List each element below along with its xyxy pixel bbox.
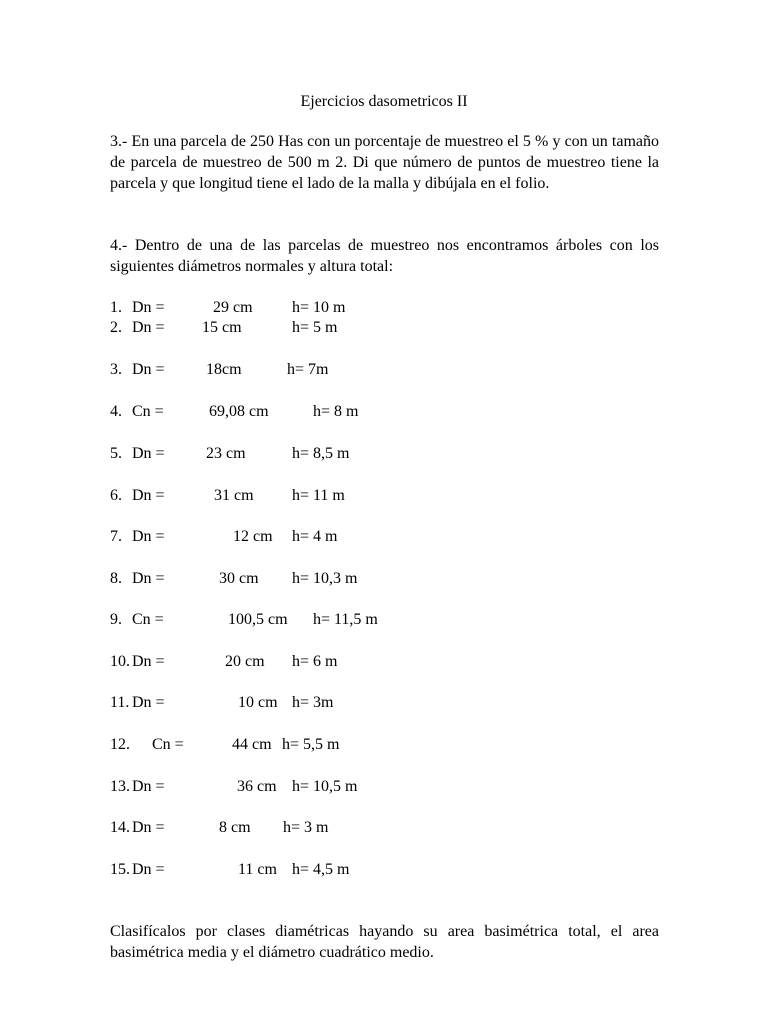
- tree-label: Dn =: [132, 528, 165, 545]
- tree-label: Dn =: [132, 861, 165, 878]
- tree-number: 1.: [110, 299, 122, 316]
- tree-height: h= 3 m: [283, 819, 329, 836]
- tree-label: Dn =: [132, 570, 165, 587]
- tree-label: Dn =: [132, 445, 165, 462]
- tree-measure: 36 cm: [237, 778, 277, 795]
- tree-number: 14.: [110, 819, 130, 836]
- exercise-4-intro: 4.- Dentro de una de las parcelas de muestreo nos encontramos árboles con los siguientes diámetros normales y altura total:: [110, 237, 659, 275]
- tree-number: 13.: [110, 778, 130, 795]
- tree-label: Dn =: [132, 361, 165, 378]
- tree-number: 2.: [110, 319, 122, 336]
- tree-label: Dn =: [132, 319, 165, 336]
- tree-measure: 31 cm: [214, 487, 254, 504]
- tree-number: 8.: [110, 570, 122, 587]
- tree-measure: 10 cm: [238, 694, 278, 711]
- tree-label: Dn =: [132, 694, 165, 711]
- tree-measure: 18cm: [206, 361, 242, 378]
- tree-height: h= 10 m: [292, 299, 346, 316]
- tree-measure: 29 cm: [213, 299, 253, 316]
- tree-height: h= 8,5 m: [292, 445, 350, 462]
- document-title: Ejercicios dasometricos II: [300, 93, 468, 110]
- tree-height: h= 4,5 m: [292, 861, 350, 878]
- tree-measure: 30 cm: [219, 570, 259, 587]
- tree-measure: 20 cm: [225, 653, 265, 670]
- tree-number: 6.: [110, 487, 122, 504]
- tree-measure: 11 cm: [238, 861, 277, 878]
- tree-height: h= 10,5 m: [292, 778, 358, 795]
- tree-label: Dn =: [132, 299, 165, 316]
- tree-measure: 44 cm: [232, 736, 272, 753]
- tree-label: Cn =: [132, 403, 164, 420]
- tree-measure: 69,08 cm: [209, 403, 269, 420]
- tree-measure: 12 cm: [233, 528, 273, 545]
- tree-height: h= 5,5 m: [282, 736, 340, 753]
- tree-height: h= 5 m: [292, 319, 338, 336]
- closing-instruction: Clasifícalos por clases diamétricas hayando su area basimétrica total, el area basimétrica media y el diámetro cuadrático medio.: [110, 923, 659, 961]
- tree-number: 12.: [110, 736, 130, 753]
- tree-height: h= 11 m: [292, 487, 345, 504]
- tree-number: 10.: [110, 653, 130, 670]
- tree-height: h= 4 m: [292, 528, 338, 545]
- tree-label: Dn =: [132, 778, 165, 795]
- tree-height: h= 11,5 m: [313, 611, 378, 628]
- tree-measure: 15 cm: [202, 319, 242, 336]
- tree-label: Cn =: [132, 611, 164, 628]
- tree-label: Cn =: [152, 736, 184, 753]
- tree-number: 11.: [110, 694, 130, 711]
- tree-number: 4.: [110, 403, 122, 420]
- tree-height: h= 10,3 m: [292, 570, 358, 587]
- tree-number: 3.: [110, 361, 122, 378]
- tree-height: h= 3m: [292, 694, 334, 711]
- tree-height: h= 6 m: [292, 653, 338, 670]
- tree-number: 7.: [110, 528, 122, 545]
- tree-number: 5.: [110, 445, 122, 462]
- tree-label: Dn =: [132, 487, 165, 504]
- tree-number: 9.: [110, 611, 122, 628]
- exercise-3-text: 3.- En una parcela de 250 Has con un porcentaje de muestreo el 5 % y con un tamaño de parcela de muestreo de 500 m 2. Di que número de puntos de muestreo tiene la parcela y que longitud tiene el lado de la malla y dibújala en el folio.: [110, 133, 659, 192]
- tree-height: h= 7m: [287, 361, 329, 378]
- tree-height: h= 8 m: [313, 403, 359, 420]
- tree-label: Dn =: [132, 819, 165, 836]
- tree-measure: 100,5 cm: [228, 611, 288, 628]
- tree-number: 15.: [110, 861, 130, 878]
- tree-measure: 23 cm: [206, 445, 246, 462]
- tree-measure: 8 cm: [219, 819, 251, 836]
- tree-label: Dn =: [132, 653, 165, 670]
